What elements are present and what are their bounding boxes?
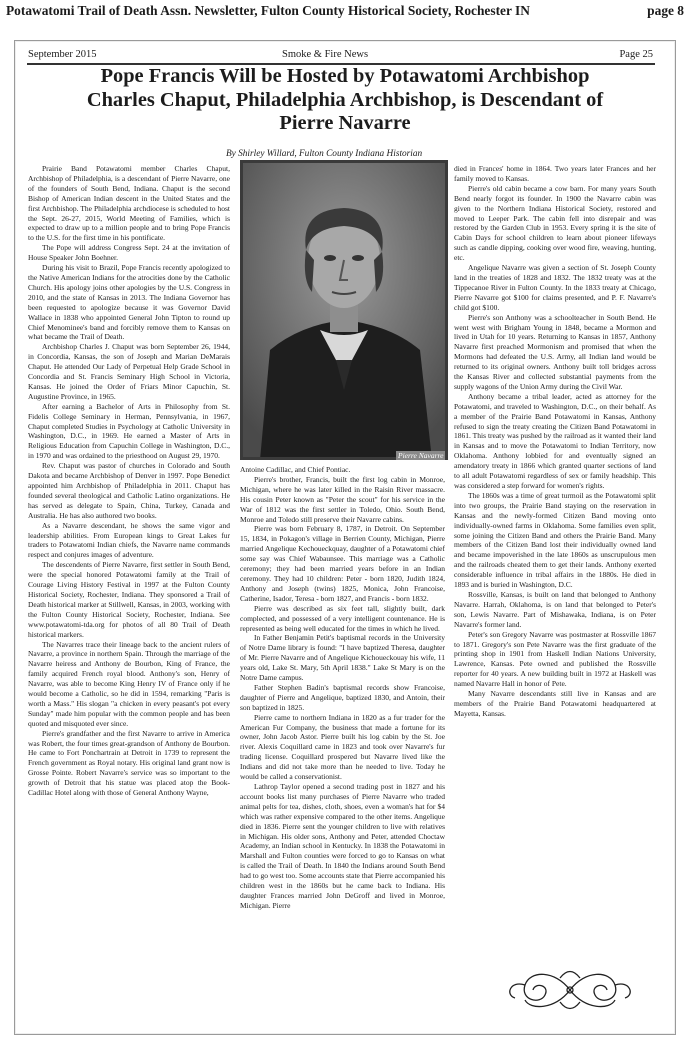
page-number: page 8 [647, 3, 684, 18]
photo-caption: Pierre Navarre [398, 451, 444, 460]
title-line: Charles Chaput, Philadelphia Archbishop, is Descendant of [86, 88, 604, 111]
paragraph: The Pope will address Congress Sept. 24 at the invitation of House Speaker John Boehner. [28, 243, 230, 263]
paragraph: Pierre's old cabin became a cow barn. For many years South Bend nearly forgot its founder. In 1900 the Navarre cabin was given to the Northern Indiana Historical Society, restored and moved to Leeper Park. The cabin fell into disrepair and was restored by the Garden Club in 1953. Every spring it is the site of Cabin Days for school children to learn about pioneer lifeways such as candle dipping, cooking over wood fire, weaving, hunting, etc. [454, 183, 656, 263]
paragraph: Pierre's brother, Francis, built the first log cabin in Monroe, Michigan, where he was later killed in the Raisin River massacre. His cousin Peter known as "Peter the scout" for his service in the War of 1812 was the first settler in Toledo, Ohio. South Bend, Monroe and Toledo still preserve their Navarre cabins. [240, 474, 445, 524]
paragraph: The Navarres trace their lineage back to the ancient rulers of Navarre, a province in northern Spain. Through the marriage of the Navarre heiress and Anthony de Bourbon, King of France, the family acquired French royal blood. Anthony's son, Henry of Navarre, was able to become King Henry IV of France only if he would become a Catholic, so he did in 1594, remarking "Paris is worth a Mass." His slogan "a chicken in every peasant's pot every Sunday" made him popular with the common people and has been quoted and misquoted ever since. [28, 639, 230, 728]
paragraph: Father Stephen Badin's baptismal records show Francoise, daughter of Pierre and Angelique, baptized 1830, and Antoin, their son baptized in 1825. [240, 682, 445, 712]
paragraph: Archbishop Charles J. Chaput was born September 26, 1944, in Concordia, Kansas, the son of Joseph and Marian DeMarais Chaput. He attended Our Lady of Perpetual Help Grade School in Concordia and St. Francis Seminary High School in Victoria, Kansas. He joined the Order of Friars Minor Capuchin, St. Augustine Province, in 1965. [28, 342, 230, 401]
decorative-flourish-icon [500, 960, 640, 1020]
paragraph: Antoine Cadillac, and Chief Pontiac. [240, 465, 351, 474]
paragraph: Prairie Band Potawatomi member Charles Chaput, Archbishop of Philadelphia, is a descendant of Pierre Navarre, one of the founders of South Bend, Indiana. Chaput is the second Bishop of American Indian descent in the United States and the first Archbishop. The Philadelphia archdiocese is scheduled to host the Sept. 26-27, 2015, World Meeting of Families, which is expected to draw up to a million people and to bring Pope Francis to the U.S. for the first time in his pontificate. [28, 164, 230, 243]
paragraph: Rev. Chaput was pastor of churches in Colorado and South Dakota and became Archbishop of Denver in 1997. Pope Benedict appointed him Archbishop of Philadelphia in 2011. Chaput has founded several theological and Catholic Latino organizations. He has served as delegate to Spain, China, Turkey, Canada and Australia. He has also authored two books. [28, 461, 230, 520]
clipping-page: Page 25 [619, 49, 653, 60]
newsletter-title: Potawatomi Trail of Death Assn. Newsletter, Fulton County Historical Society, Rochester IN [6, 3, 530, 18]
paragraph: During his visit to Brazil, Pope Francis recently apologized to the Native American Indians for the atrocities done by the Catholic Church. His apology joins other apologies by the U.S. Congress in 2010, and the state of Kansas in 2013. The Indiana Governor has been requested to apologize because it was Governor David Wallace in 1838 who appointed General John Tipton to round up Chief Menominee's band and forcibly remove them to Kansas on what became the Trail of Death. [28, 263, 230, 342]
byline: By Shirley Willard, Fulton County Indiana Historian [226, 149, 423, 159]
paragraph: The 1860s was a time of great turmoil as the Potawatomi split into two groups, the Prairie Band staying on the reservation in Kansas and the newly-formed Citizen Band moving onto individually-owned farms in Oklahoma. Some families even split, some joining the Citizen Band and others the Prairie Band. Many members of the Citizen Band lost their individually owned land and became impoverished in the late 1860s as unscrupulous men and the railroads cheated them to get their lands. Anthony exerted considerable influence in tribal affairs in the 1880s. He died in 1893 and is buried in Washington, D.C. [454, 490, 656, 590]
portrait-image [240, 160, 448, 460]
paragraph: The descendents of Pierre Navarre, first settler in South Bend, were the special honored Potawatomi family at the Trail of Courage Living History Festival in 1997 at the Fulton County Historical Society, Rochester, Indiana. They sponsored a Trail of Death historical marker at Stillwell, Kansas, in 2003, working with the Fulton County Historical Society, Rochester, Indiana. See www.potawatomi-tda.org for photos of all 80 Trail of Death historical markers. [28, 560, 230, 639]
article-column-2 [240, 465, 445, 911]
paragraph: Peter's son Gregory Navarre was postmaster at Rossville 1867 to 1871. Gregory's son Pete Navarre was the first graduate of the printing shop in 1901 from Haskell Indian Nations University, Lawrence, Kansas. Pete owned and published the Rossville reporter for 40 years. A new building built in 1972 at Haskell was named Navarre Hall in honor of Pete. [454, 629, 656, 689]
article-column-1 [28, 164, 230, 798]
portrait-photo [240, 160, 448, 460]
paragraph: died in Frances' home in 1864. Two years later Frances and her family moved to Kansas. [454, 164, 656, 183]
article-title [40, 65, 650, 136]
title-line: Pope Francis Will be Hosted by Potawatomi Archbishop [100, 65, 590, 87]
newsletter-header [6, 3, 684, 21]
paragraph: Pierre came to northern Indiana in 1820 as a fur trader for the American Fur Company, the business that made a fortune for its owner, John Jacob Astor. Pierre built his log cabin by the St. Joe river. Alexis Coquillard came in 1823 and took over Navarre's fur trading license. Coquillard prospered but Navarre lived like the Indians and did not take more than he needed to live. Today he would be called a conservationist. [240, 712, 445, 782]
paragraph: Pierre's son Anthony was a schoolteacher in South Bend. He went west with Brigham Young in 1848, became a Mormon and lived in Utah for 10 years. Returning to Kansas in 1857, Anthony Navarre first preached Mormonism and promised that when the Mormons had defeated the U.S. Army, all Indian land would be returned to its original owners. Anthony built toll bridges across the Kansas River and collected substantial payments from the supply wagons of the Union Army during the Civil War. [454, 312, 656, 391]
clipping-publication: Smoke & Fire News [282, 49, 369, 60]
title-line: Pierre Navarre [279, 112, 411, 134]
paragraph: Many Navarre descendants still live in Kansas and are members of the Prairie Band Potawatomi headquartered at Mayetta, Kansas. [454, 689, 656, 718]
paragraph: Pierre's grandfather and the first Navarre to arrive in America was Robert, the four times great-grandson of Anthony de Bourbon. He came to Fort Ponchartrain at Detroit in 1739 to represent the French government as Royal notary. His original land grant now is Grosse Pointe. Robert Navarre's service was so important to the growth of Detroit that his statue was placed atop the Book- Cadillac Hotel along with those of General Anthony Wayne, [28, 728, 230, 798]
paragraph: Angelique Navarre was given a section of St. Joseph County land in the treaties of 1828 and 1832. The 1832 treaty was at the Tippecanoe River in Fulton County. In the 1833 treaty at Chicago, Pierre Navarre got $100 for claims presented, and P. F. Navarre's child got $100. [454, 263, 656, 312]
paragraph: Anthony became a tribal leader, acted as attorney for the Potawatomi, and traveled to Washington, D.C., on their behalf. As a member of the Prairie Band Potawatomi in Kansas, Anthony refused to sign the treaty creating the Citizen Band Potawatomi in 1861. This treaty was pushed by the railroad as it wanted their land in Kansas and to move the Potawatomi to Indian Territory, now Oklahoma. Anthony lobbied for and eventually signed an amendatory treaty in 1866 which granted quarter sections of land to all adult Potawatomi regardless of sex or family headship. This was considered a step forward for women's rights. [454, 391, 656, 490]
paragraph: Lathrop Taylor opened a second trading post in 1827 and his account books list many purchases of Pierre Navarre who traded animal pelts for tea, dishes, cloth, shoes, even a woman's hat for $4 which was rather expensive compared to the other items. Angelique died in 1836. Pierre sent the younger children to live with relatives in Michigan. His older sons, Anthony and Peter, attended Choctaw Academy, an Indian school in Kentucky. In 1838 the Potawatomi in Marshall and Fulton counties were forced to go to Kansas on what is called the Trail of Death. In 1840 the Indians around South Bend had to go west too. Some accounts state that Pierre accompanied his children west in the 1860s but he came back to Indiana. His daughter Frances married John DeGroff and lived in Monroe, Michigan. Pierre [240, 782, 445, 910]
paragraph: In Father Benjamin Petit's baptismal records in the University of Notre Dame library is found: "I have baptized Theresa, daughter of Mr. Pierre Navarre and of Angelique Kichoueckouay his wife, 11 years old, Lake St. Mary, 5th April 1838." Lake St Mary is on the Notre Dame campus. [240, 633, 445, 683]
clipping-date: September 2015 [28, 49, 97, 60]
paragraph: As a Navarre descendant, he shows the same vigor and leadership abilities. From European kings to Great Lakes fur traders to Potawatomi Indian chiefs, the Navarre name commands respect and conjures images of adventure. [28, 520, 230, 560]
paragraph: Rossville, Kansas, is built on land that belonged to Anthony Navarre. Harrah, Oklahoma, is on land that belonged to Peter's son, Lewis Navarre. Part of Mishawaka, Indiana, is on Peter Navarre's former land. [454, 589, 656, 629]
paragraph: After earning a Bachelor of Arts in Philosophy from St. Fidelis College Seminary in Herman, Pennsylvania, in 1967, Chaput completed Studies in Psychology at Catholic University in Washington, D.C., in 1969. He earned a Master of Arts in Religious Education from Capuchin College in Washington, D.C., in 1970 and was ordained to the priesthood on August 29, 1970. [28, 401, 230, 461]
paragraph: Pierre was described as six feet tall, slightly built, dark complected, and possessed of a very intelligent countenance. He is represented as being well educated for the times in which he lived. [240, 603, 445, 633]
paragraph: Pierre was born February 8, 1787, in Detroit. On September 15, 1834, in Pokagon's village in Berrien County, Michigan, Pierre married Angelique Kechoueckquay, daughter of a Potawatomi chief some say was Chief Wabaunsee. This marriage was a Catholic ceremony; they had been married years before in an Indian ceremony. They had 10 children: Peter - born 1820, Judith 1824, Anthony and Joseph (twins) 1825, Monica, John Francoise, Catherine, Isador, Teresa - born 1827, and Francis - born 1832. [240, 524, 445, 603]
article-column-3 [454, 164, 656, 719]
